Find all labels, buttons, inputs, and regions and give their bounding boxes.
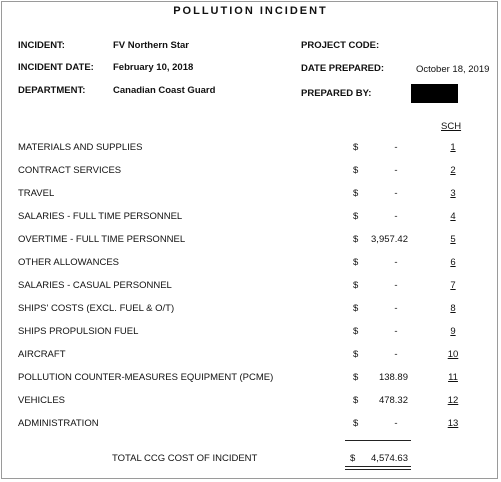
redaction-block <box>411 84 458 103</box>
row-currency: $ <box>353 326 359 337</box>
table-row <box>0 234 501 248</box>
row-amount: - <box>394 142 398 153</box>
row-amount: - <box>394 211 398 222</box>
incident-value: FV Northern Star <box>113 40 190 51</box>
schedule-link[interactable]: 2 <box>450 165 456 176</box>
schedule-link[interactable]: 5 <box>450 234 456 245</box>
row-label: OVERTIME - FULL TIME PERSONNEL <box>18 234 186 245</box>
total-top-rule <box>345 440 411 441</box>
row-currency: $ <box>353 349 359 360</box>
row-amount: - <box>394 165 398 176</box>
schedule-link[interactable]: 4 <box>450 211 456 222</box>
prepared-by-label: PREPARED BY: <box>301 88 372 99</box>
row-label: POLLUTION COUNTER-MEASURES EQUIPMENT (PCME) <box>18 372 274 383</box>
row-amount: - <box>394 303 398 314</box>
row-amount: 3,957.42 <box>371 234 408 245</box>
total-amount: 4,574.63 <box>371 453 408 464</box>
department-label: DEPARTMENT: <box>18 85 86 96</box>
row-currency: $ <box>353 372 359 383</box>
schedule-link[interactable]: 3 <box>450 188 456 199</box>
row-currency: $ <box>353 280 359 291</box>
row-amount: - <box>394 280 398 291</box>
row-label: SALARIES - FULL TIME PERSONNEL <box>18 211 183 222</box>
page-title: POLLUTION INCIDENT <box>173 5 328 17</box>
row-label: OTHER ALLOWANCES <box>18 257 120 268</box>
row-label: MATERIALS AND SUPPLIES <box>18 142 143 153</box>
schedule-link[interactable]: 9 <box>450 326 456 337</box>
row-label: CONTRACT SERVICES <box>18 165 122 176</box>
sch-column-header: SCH <box>441 121 462 132</box>
schedule-link[interactable]: 1 <box>450 142 456 153</box>
total-currency: $ <box>350 453 356 464</box>
table-row <box>0 372 501 386</box>
row-currency: $ <box>353 211 359 222</box>
incident-label: INCIDENT: <box>18 40 65 51</box>
row-currency: $ <box>353 395 359 406</box>
row-currency: $ <box>353 188 359 199</box>
incident-date-label: INCIDENT DATE: <box>18 62 94 73</box>
row-amount: - <box>394 188 398 199</box>
date-prepared-label: DATE PREPARED: <box>301 63 385 74</box>
row-currency: $ <box>353 257 359 268</box>
schedule-link[interactable]: 8 <box>450 303 456 314</box>
incident-date-value: February 10, 2018 <box>113 62 194 73</box>
total-label: TOTAL CCG COST OF INCIDENT <box>112 453 258 464</box>
table-row <box>0 395 501 409</box>
row-label: SHIPS' COSTS (EXCL. FUEL & O/T) <box>18 303 175 314</box>
row-amount: 478.32 <box>378 395 408 406</box>
project-code-label: PROJECT CODE: <box>301 40 380 51</box>
department-value: Canadian Coast Guard <box>113 85 216 96</box>
row-currency: $ <box>353 234 359 245</box>
row-label: VEHICLES <box>18 395 65 406</box>
schedule-link[interactable]: 10 <box>447 349 459 360</box>
schedule-link[interactable]: 11 <box>448 372 458 383</box>
row-currency: $ <box>353 303 359 314</box>
schedule-link[interactable]: 6 <box>450 257 456 268</box>
table-row <box>0 280 501 294</box>
row-amount: - <box>394 418 398 429</box>
total-double-underline <box>345 466 411 470</box>
table-row <box>0 418 501 432</box>
row-amount: - <box>394 326 398 337</box>
row-amount: - <box>394 349 398 360</box>
schedule-link[interactable]: 7 <box>450 280 456 291</box>
row-label: AIRCRAFT <box>18 349 66 360</box>
row-currency: $ <box>353 165 359 176</box>
row-label: SHIPS PROPULSION FUEL <box>18 326 139 337</box>
schedule-link[interactable]: 12 <box>447 395 459 406</box>
row-amount: 138.89 <box>378 372 408 383</box>
table-row <box>0 165 501 179</box>
table-row <box>0 257 501 271</box>
row-currency: $ <box>353 142 359 153</box>
schedule-link[interactable]: 13 <box>447 418 459 429</box>
table-row <box>0 211 501 225</box>
table-row <box>0 188 501 202</box>
row-label: TRAVEL <box>18 188 55 199</box>
table-row <box>0 142 501 156</box>
table-row <box>0 349 501 363</box>
row-currency: $ <box>353 418 359 429</box>
row-label: SALARIES - CASUAL PERSONNEL <box>18 280 172 291</box>
table-row <box>0 326 501 340</box>
table-row <box>0 303 501 317</box>
row-amount: - <box>394 257 398 268</box>
date-prepared-value: October 18, 2019 <box>416 64 490 75</box>
row-label: ADMINISTRATION <box>18 418 99 429</box>
